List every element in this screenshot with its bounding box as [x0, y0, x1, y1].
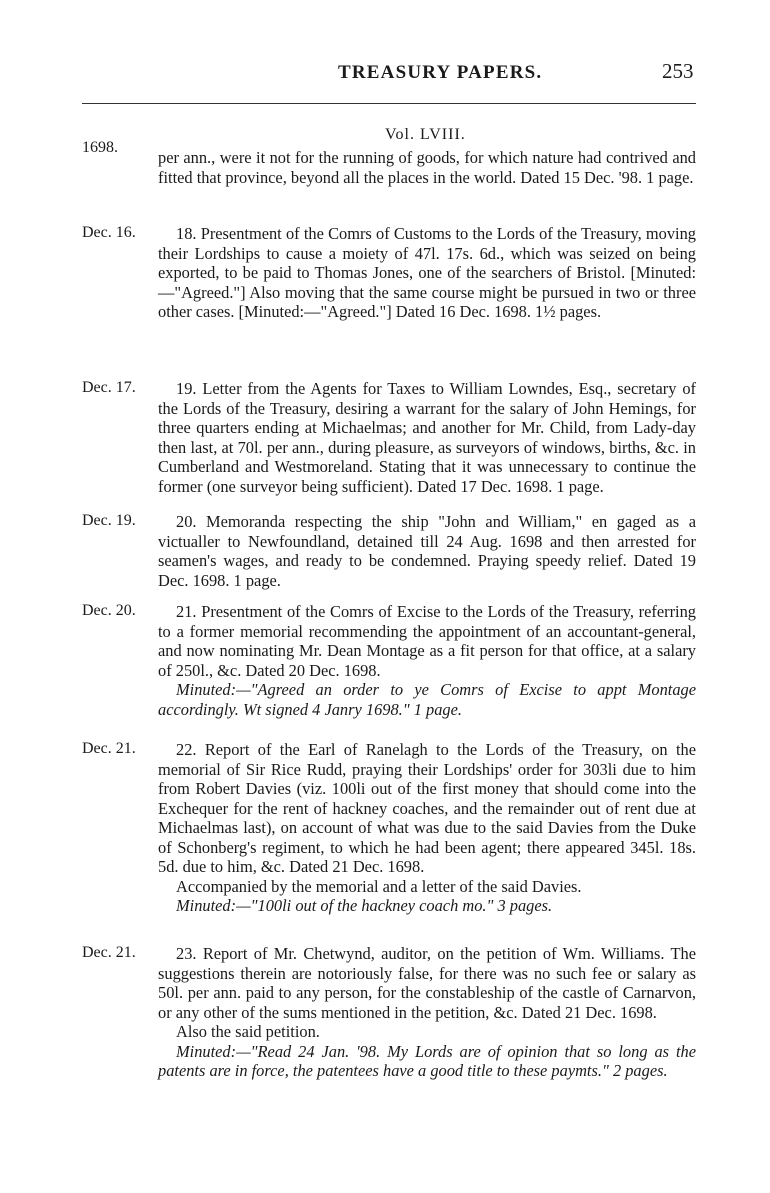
entry-date: Dec. 20.	[82, 602, 136, 619]
continuation-text: per ann., were it not for the running of goods, for which nature had contrived and fitted that province, beyond all the places in the world. Dated 15 Dec. '98. 1 page.	[158, 148, 696, 187]
running-head	[0, 59, 770, 92]
year-margin: 1698.	[82, 139, 118, 156]
entry-date: Dec. 16.	[82, 224, 136, 241]
entry-paragraph: 21. Presentment of the Comrs of Excise to the Lords of the Treasury, referring to a former memorial recommending the appointment of an accountant-general, and now nominating Mr. Dean Montage as a fit person for that office, at a salary of 250l., &c. Dated 20 Dec. 1698.	[158, 602, 696, 680]
entry-paragraph: 20. Memoranda respecting the ship "John and William," en gaged as a victualler to Newfoundland, detained till 24 Aug. 1698 and then arrested for seamen's wages, and ready to be condemned. Praying speedy relief. Dated 19 Dec. 1698. 1 page.	[158, 512, 696, 590]
entry-paragraph: 19. Letter from the Agents for Taxes to William Lowndes, Esq., secretary of the Lords of the Treasury, desiring a warrant for the salary of John Hemings, for three quarters ending at Michaelmas; and another for Mr. Child, from Lady-day then last, at 70l. per ann., during pleasure, as surveyors of windows, births, &c. in Cumberland and Westmoreland. Stating that it was unnecessary to continue the former (one surveyor being sufficient). Dated 17 Dec. 1698. 1 page.	[158, 379, 696, 496]
entry-body	[158, 944, 696, 1081]
entry-minute: Minuted:—"100li out of the hackney coach mo." 3 pages.	[176, 896, 553, 915]
entry-minute: Minuted:—"Read 24 Jan. '98. My Lords are of opinion that so long as the patents are in force, the patentees have a good title to these paymts." 2 pages.	[158, 1041, 696, 1080]
entry-body	[158, 602, 696, 719]
running-title: TREASURY PAPERS.	[338, 62, 543, 83]
entry-body	[158, 512, 696, 590]
entry-paragraph: 22. Report of the Earl of Ranelagh to the Lords of the Treasury, on the memorial of Sir Rice Rudd, praying their Lordships' order for 303li due to him from Robert Davies (viz. 100li out of the first money that should come into the Exchequer for the rent of hackney coaches, and the remainder out of rent due at Michaelmas last), on account of what was due to the said Davies from the Duke of Schonberg's regiment, to which he had been agent; there appeared 345l. 18s. 5d. due to him, &c. Dated 21 Dec. 1698.	[158, 740, 696, 876]
entry-note: Also the said petition.	[176, 1022, 320, 1041]
entry-body	[158, 224, 696, 322]
entry-date: Dec. 21.	[82, 740, 136, 757]
entry-paragraph: 23. Report of Mr. Chetwynd, auditor, on the petition of Wm. Williams. The suggestions therein are notoriously false, for there was no such fee or salary as 50l. per ann. paid to any person, for the constableship of the castle of Carnarvon, or any other of the sums mentioned in the petition, &c. Dated 21 Dec. 1698.	[158, 944, 696, 1022]
header-rule	[82, 103, 696, 104]
entry-minute: Minuted:—"Agreed an order to ye Comrs of Excise to appt Montage accordingly. Wt signed 4 Janry 1698." 1 page.	[158, 680, 696, 719]
entry-date: Dec. 21.	[82, 944, 136, 961]
entry-body	[158, 379, 696, 496]
continuation-paragraph	[158, 148, 696, 187]
entry-body	[158, 740, 696, 916]
entry-paragraph: 18. Presentment of the Comrs of Customs to the Lords of the Treasury, moving their Lordships to cause a moiety of 47l. 17s. 6d., which was seized on being exported, to be paid to Thomas Jones, one of the searchers of Bristol. [Minuted:—"Agreed."] Also moving that the same course might be pursued in two or three other cases. [Minuted:—"Agreed."] Dated 16 Dec. 1698. 1½ pages.	[158, 224, 696, 321]
entry-note: Accompanied by the memorial and a letter of the said Davies.	[176, 876, 582, 896]
volume-heading: Vol. LVIII.	[385, 126, 466, 143]
page-number: 253	[662, 59, 694, 83]
entry-date: Dec. 17.	[82, 379, 136, 396]
entry-date: Dec. 19.	[82, 512, 136, 529]
